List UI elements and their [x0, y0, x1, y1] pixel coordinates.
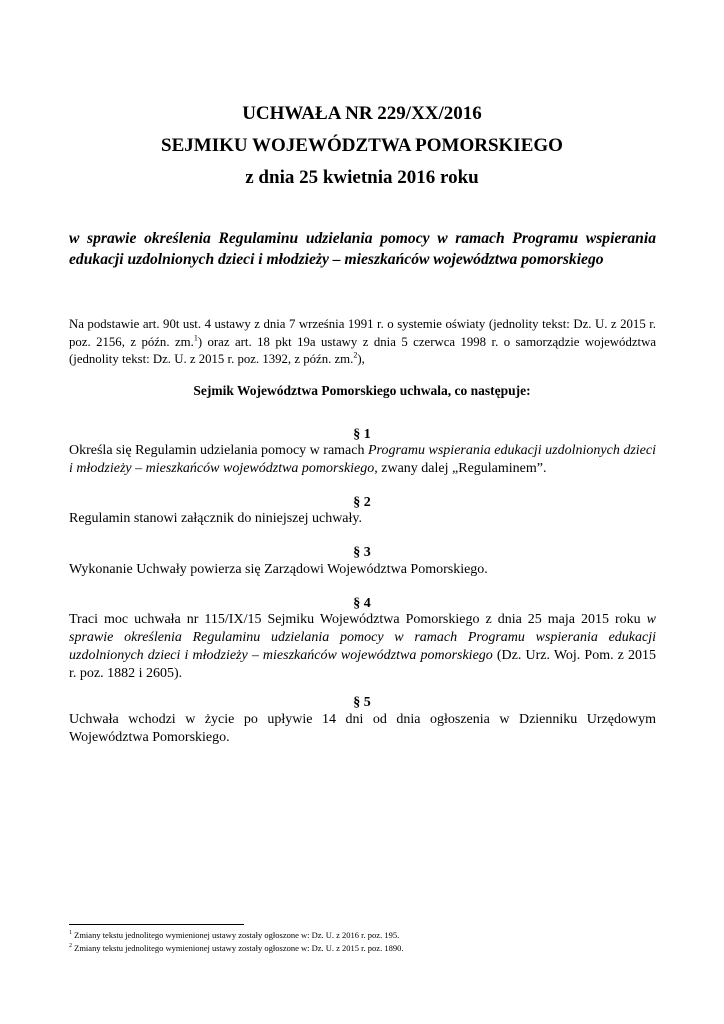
footnote-1-text: Zmiany tekstu jednolitego wymienionej ustawy zostały ogłoszone w: Dz. U. z 2016 r. poz. 195. — [72, 930, 400, 940]
section-4-text-a: Traci moc uchwała nr 115/IX/15 Sejmiku Województwa Pomorskiego z dnia 25 maja 2015 roku — [69, 612, 647, 627]
legal-basis-text-3: ), — [357, 352, 365, 366]
footnote-ref-2: 2 — [353, 350, 358, 360]
legal-basis-text-2: ) oraz art. 18 pkt 19a ustawy z dnia 5 czerwca 1998 r. o samorządzie województwa (jednolity tekst: Dz. U. z 2015 r. poz. 1392, z późn. zm. — [69, 334, 656, 366]
section-4-text — [69, 611, 656, 683]
resolution-subject: w sprawie określenia Regulaminu udzielania pomocy w ramach Programu wspierania edukacji uzdolnionych dzieci i młodzieży – mieszkańców województwa pomorskiego — [69, 230, 656, 268]
footnote-2-text: Zmiany tekstu jednolitego wymienionej ustawy zostały ogłoszone w: Dz. U. z 2015 r. poz. 1890. — [72, 942, 404, 953]
section-2-heading: § 2 — [353, 495, 371, 510]
section-1-program-name: Programu wspierania edukacji uzdolnionych dzieci i młodzieży – mieszkańców województwa pomorskiego — [69, 443, 656, 476]
section-2-text: Regulamin stanowi załącznik do niniejszej uchwały. — [69, 511, 363, 526]
issuing-body: SEJMIKU WOJEWÓDZTWA POMORSKIEGO — [161, 135, 563, 156]
footnote-ref-1: 1 — [193, 333, 198, 343]
legal-basis-text-1: Na podstawie art. 90t ust. 4 ustawy z dnia 7 września 1991 r. o systemie oświaty (jednolity tekst: Dz. U. z 2015 r. poz. 2156, z późn. zm. — [69, 317, 656, 349]
section-1-text-b: , zwany dalej „Regulaminem”. — [374, 461, 547, 476]
section-1-heading: § 1 — [353, 427, 371, 442]
footnote-1-number: 1 — [69, 930, 72, 937]
legal-basis — [69, 316, 656, 369]
footnote-separator — [69, 924, 244, 925]
footnote-2-number: 2 — [69, 942, 72, 949]
section-4-text-b: (Dz. Urz. Woj. Pom. z 2015 r. poz. 1882 i 2605). — [69, 648, 657, 681]
resolution-date: z dnia 25 kwietnia 2016 roku — [245, 167, 479, 188]
section-3-text: Wykonanie Uchwały powierza się Zarządowi Województwa Pomorskiego. — [69, 562, 488, 577]
section-1-text-a: Określa się Regulamin udzielania pomocy w ramach — [69, 443, 368, 458]
section-3-heading: § 3 — [353, 545, 371, 560]
footnotes — [69, 929, 656, 954]
footnote-2 — [69, 942, 656, 955]
section-4-repealed-title: w sprawie określenia Regulaminu udzielania pomocy w ramach Programu wspierania edukacji uzdolnionych dzieci i młodzieży – mieszkańców województwa pomorskiego — [69, 612, 656, 663]
section-5-text: Uchwała wchodzi w życie po upływie 14 dni od dnia ogłoszenia w Dzienniku Urzędowym Województwa Pomorskiego. — [69, 712, 656, 745]
resolution-number: UCHWAŁA NR 229/XX/2016 — [242, 103, 482, 124]
resolution-formula: Sejmik Województwa Pomorskiego uchwala, co następuje: — [193, 383, 531, 398]
section-5-heading: § 5 — [353, 695, 371, 710]
section-4-heading: § 4 — [353, 596, 371, 611]
section-1-text — [69, 442, 656, 478]
footnote-1 — [69, 929, 656, 942]
